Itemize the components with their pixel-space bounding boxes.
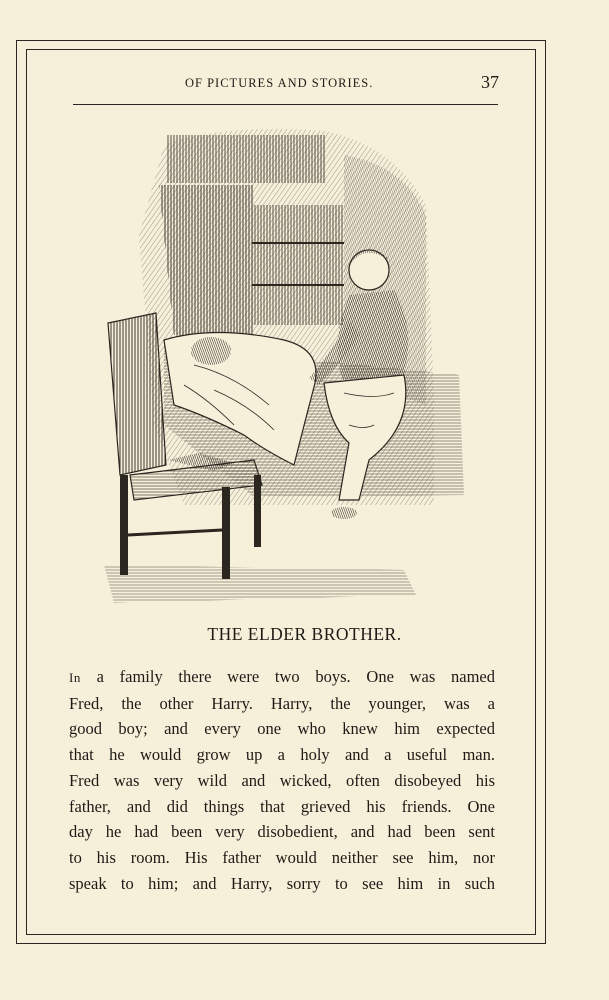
- text-line: speak to him; and Harry, sorry to see him in such: [69, 873, 495, 893]
- text-line: that he would grow up a holy and a useful man.: [69, 745, 495, 765]
- header-rule: [73, 104, 498, 105]
- sleeping-boy-head: [191, 337, 231, 365]
- text-line: father, and did things that grieved his friends. One: [69, 796, 495, 816]
- text-line: Fred, the other Harry. Harry, the younger, was a: [69, 693, 495, 713]
- curtain-valance: [166, 135, 326, 183]
- floor: [104, 565, 416, 603]
- text-line: day he had been very disobedient, and had been sent: [69, 822, 495, 842]
- engraving-illustration: [104, 125, 466, 603]
- running-head: OF PICTURES AND STORIES.: [185, 76, 374, 90]
- text-line: good boy; and every one who knew him expected: [69, 719, 495, 739]
- text-line: to his room. His father would neither see him, nor: [69, 847, 495, 867]
- drop-cap-word: In: [69, 670, 81, 685]
- bookshelf: [252, 205, 344, 325]
- text-line: In a family there were two boys. One was named: [69, 667, 495, 686]
- story-text: [69, 664, 495, 896]
- page-number: 37: [481, 72, 499, 92]
- story-title: THE ELDER BROTHER.: [207, 624, 402, 644]
- text-line: Fred was very wild and wicked, often disobeyed his: [69, 770, 495, 790]
